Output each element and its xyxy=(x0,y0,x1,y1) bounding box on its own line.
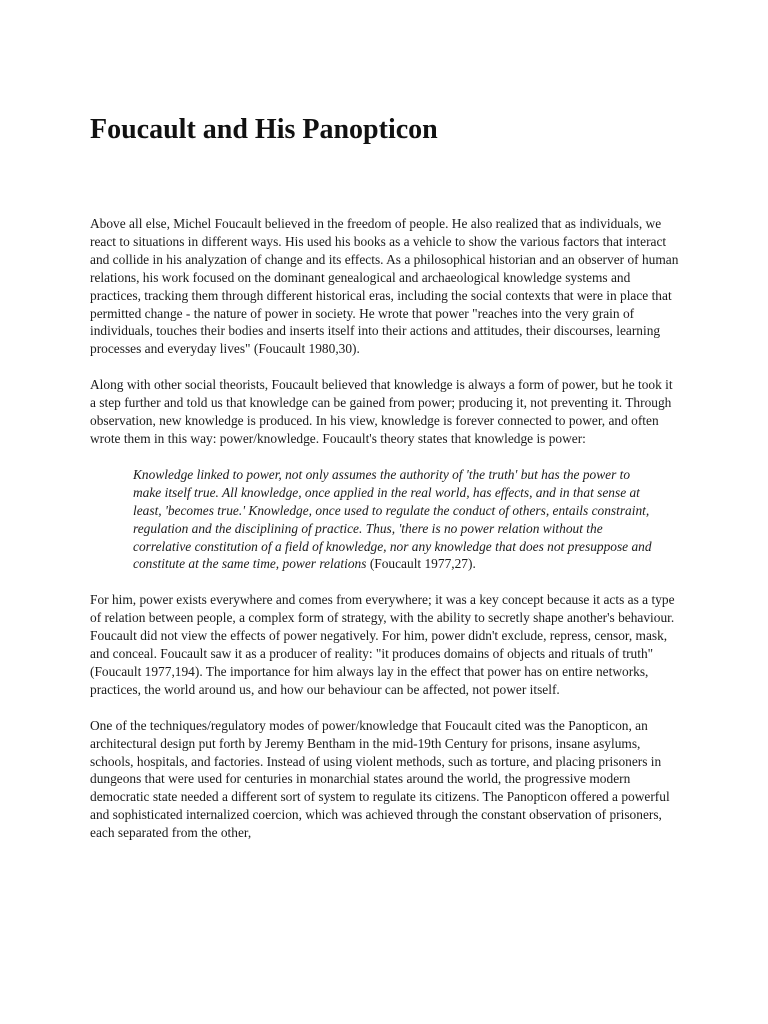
paragraph-3: For him, power exists everywhere and comes from everywhere; it was a key concept because it acts as a type of relation between people, a complex form of strategy, with the ability to secretly shape another's behaviour. Foucault did not view the effects of power negatively. For him, power didn't exclude, repress, censor, mask, and conceal. Foucault saw it as a producer of reality: "it produces domains of objects and rituals of truth" (Foucault 1977,194). The importance for him always lay in the effect that power has on entire networks, practices, the world around us, and how our behaviour can be affected, not power itself. xyxy=(90,592,675,697)
paragraph-2: Along with other social theorists, Foucault believed that knowledge is always a form of power, but he took it a step further and told us that knowledge can be gained from power; producing it, not preventing it. Through observation, new knowledge is produced. In his view, knowledge is forever connected to power, and often wrote them in this way: power/knowledge. Foucault's theory states that knowledge is power: xyxy=(90,377,673,446)
block-quote-text: Knowledge linked to power, not only assumes the authority of 'the truth' but has the power to make itself true. All knowledge, once applied in the real world, has effects, and in that sense at least, 'becomes true.' Knowledge, once used to regulate the conduct of others, entails constraint, regulation and the disciplining of practice. Thus, 'there is no power relation without the correlative constitution of a field of knowledge, nor any knowledge that does not presuppose and constitute at the same time, power relations xyxy=(133,466,652,572)
document-body xyxy=(90,215,680,860)
paragraph-1: Above all else, Michel Foucault believed in the freedom of people. He also realized that as individuals, we react to situations in different ways. His used his books as a vehicle to show the various factors that interact and collide in his analyzation of change and its effects. As a philosophical historian and an observer of human relations, his work focused on the dominant genealogical and archaeological knowledge systems and practices, tracking them through different historical eras, including the social contexts that were in place that permitted change - the nature of power in society. He wrote that power "reaches into the very grain of individuals, touches their bodies and inserts itself into their actions and attitudes, their discourses, learning processes and everyday lives" (Foucault 1980,30). xyxy=(90,216,679,357)
block-quote-citation: (Foucault 1977,27). xyxy=(369,556,476,572)
document-title: Foucault and His Panopticon xyxy=(90,114,438,145)
block-quote xyxy=(133,466,653,573)
paragraph-4: One of the techniques/regulatory modes of power/knowledge that Foucault cited was the Panopticon, an architectural design put forth by Jeremy Bentham in the mid-19th Century for prisons, insane asylums, schools, hospitals, and factories. Instead of using violent methods, such as torture, and placing prisoners in dungeons that were used for centuries in monarchial states around the world, the progressive modern democratic state needed a different sort of system to regulate its citizens. The Panopticon offered a powerful and sophisticated internalized coercion, which was achieved through the constant observation of prisoners, each separated from the other, xyxy=(90,717,670,841)
